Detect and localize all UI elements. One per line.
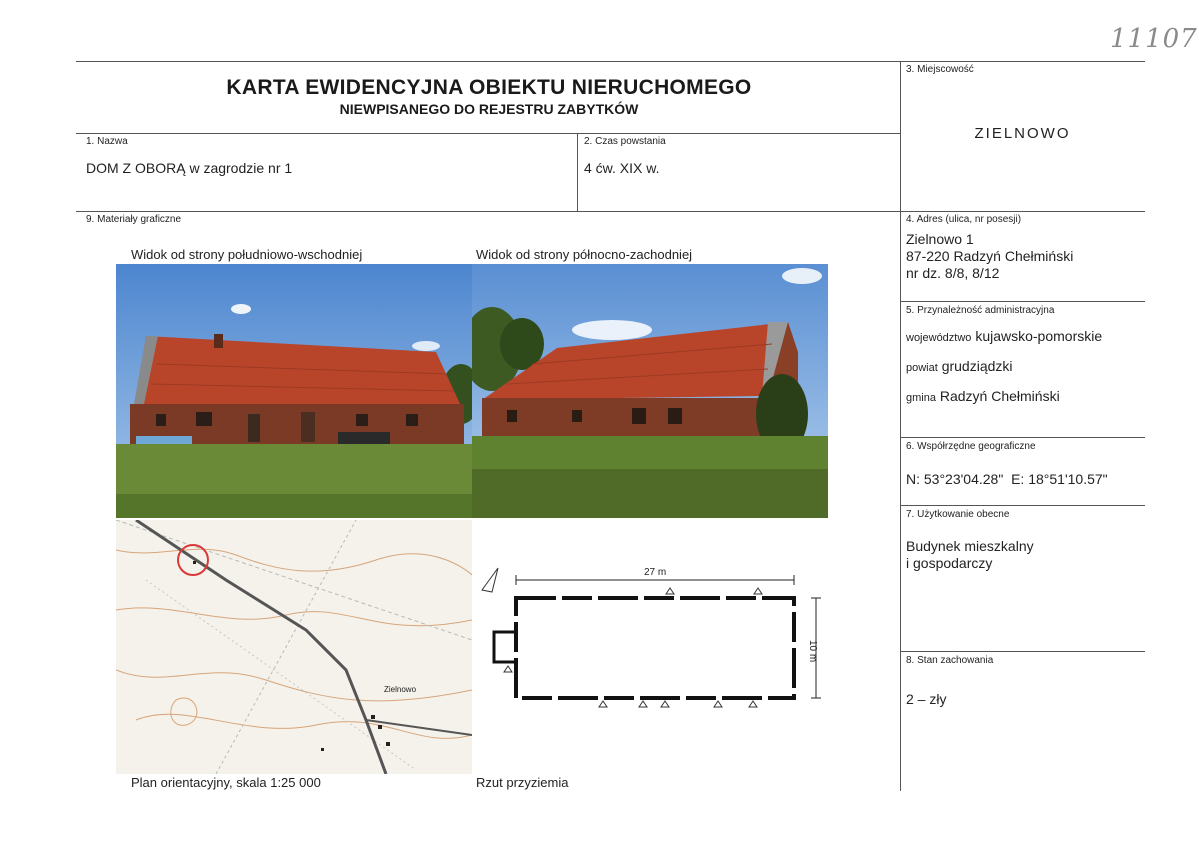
- handwritten-number: 11107: [1110, 24, 1198, 54]
- north-arrow-icon: [482, 568, 498, 592]
- plan-depth-label: 10 m: [807, 640, 818, 663]
- powiat-value: grudziądzki: [941, 358, 1013, 374]
- document-title: KARTA EWIDENCYJNA OBIEKTU NIERUCHOMEGO: [226, 76, 752, 99]
- powiat-prefix: powiat: [906, 362, 938, 374]
- map-caption: Plan orientacyjny, skala 1:25 000: [131, 775, 321, 790]
- gmina-row: [906, 388, 1060, 404]
- adres-label: 4. Adres (ulica, nr posesji): [906, 214, 1022, 225]
- row-divider-admin: [900, 437, 1145, 438]
- wojewodztwo-row: [906, 328, 1102, 344]
- top-border: [76, 61, 1145, 62]
- use-line2: i gospodarczy: [906, 555, 993, 571]
- nazwa-value: DOM Z OBORĄ w zagrodzie nr 1: [86, 160, 293, 176]
- row-divider-adres: [900, 301, 1145, 302]
- condition-value: 2 – zły: [906, 691, 947, 707]
- map-place-label: Zielnowo: [384, 685, 417, 694]
- condition-label: 8. Stan zachowania: [906, 655, 994, 666]
- plan-caption: Rzut przyziemia: [476, 775, 569, 790]
- coords-label: 6. Współrzędne geograficzne: [906, 441, 1036, 452]
- admin-label: 5. Przynależność administracyjna: [906, 305, 1055, 316]
- adres-line3: nr dz. 8/8, 8/12: [906, 265, 1000, 281]
- title-divider: [76, 133, 900, 134]
- wojewodztwo-prefix: województwo: [906, 332, 972, 344]
- row-divider-use: [900, 651, 1145, 652]
- nazwa-czas-divider: [577, 133, 578, 211]
- floor-plan: [474, 560, 830, 720]
- gmina-value: Radzyń Chełmiński: [939, 388, 1060, 404]
- photo2-caption: Widok od strony północno-zachodniej: [476, 247, 693, 262]
- photo-southeast: [116, 264, 472, 518]
- nazwa-label: 1. Nazwa: [86, 136, 128, 147]
- adres-line2: 87-220 Radzyń Chełmiński: [906, 248, 1074, 264]
- row-divider-coords: [900, 505, 1145, 506]
- document-subtitle: NIEWPISANEGO DO REJESTRU ZABYTKÓW: [339, 101, 639, 117]
- photo1-caption: Widok od strony południowo-wschodniej: [131, 247, 363, 262]
- powiat-row: [906, 358, 1013, 374]
- czas-value: 4 ćw. XIX w.: [584, 160, 660, 176]
- plan-width-label: 27 m: [644, 567, 667, 578]
- miejscowosc-label: 3. Miejscowość: [906, 64, 974, 75]
- coords-value: N: 53°23'04.28" E: 18°51'10.57": [906, 471, 1108, 487]
- column-divider: [900, 61, 901, 791]
- wojewodztwo-value: kujawsko-pomorskie: [975, 328, 1103, 344]
- use-label: 7. Użytkowanie obecne: [906, 509, 1010, 520]
- orientation-map: [116, 520, 472, 774]
- czas-label: 2. Czas powstania: [584, 136, 666, 147]
- adres-line1: Zielnowo 1: [906, 231, 974, 247]
- materials-label: 9. Materiały graficzne: [86, 214, 182, 225]
- miejscowosc-value: ZIELNOWO: [974, 125, 1071, 142]
- gmina-prefix: gmina: [906, 392, 936, 404]
- photo-northwest: [472, 264, 828, 518]
- row-divider-1: [76, 211, 1145, 212]
- use-line1: Budynek mieszkalny: [906, 538, 1034, 554]
